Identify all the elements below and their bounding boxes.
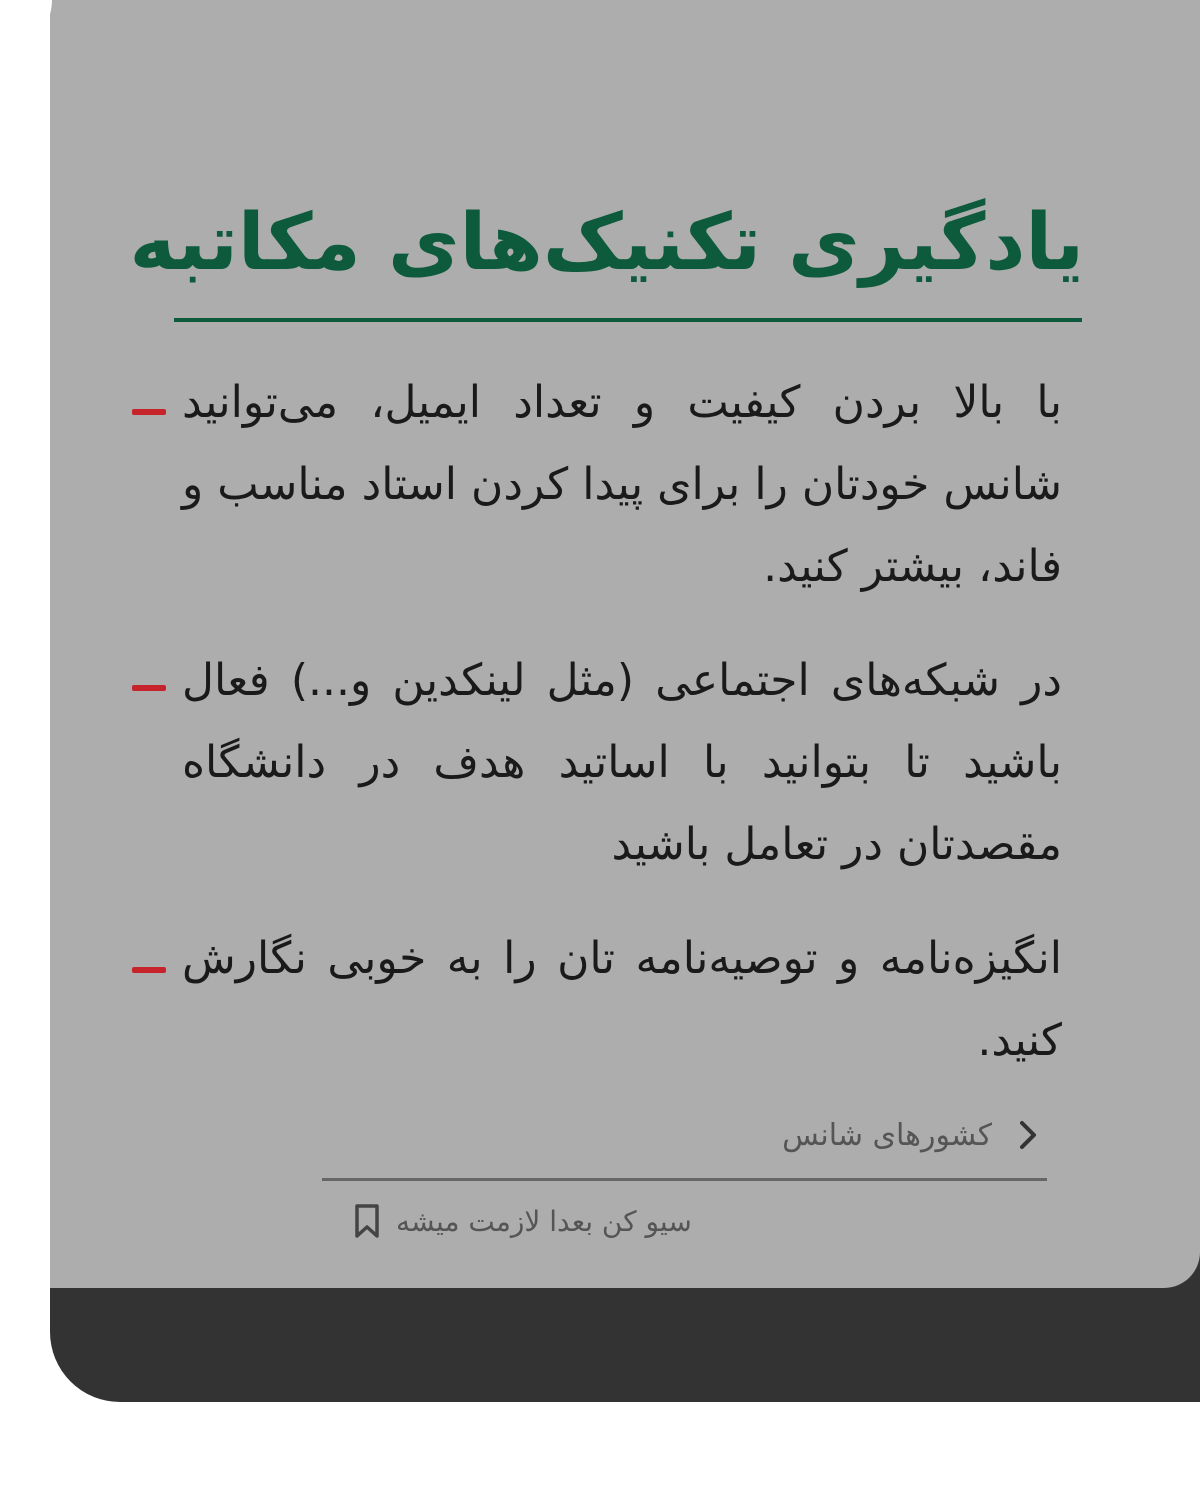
- bookmark-icon: [352, 1203, 382, 1239]
- save-hint[interactable]: [352, 1196, 692, 1246]
- bullet-text-3: انگیزه‌نامه و توصیه‌نامه تان را به خوبی نگارش کنید.: [182, 933, 1062, 1066]
- footer-divider: [322, 1178, 1047, 1181]
- bullet-text-2: در شبکه‌های اجتماعی (مثل لینکدین و...) فعال باشید تا بتوانید با اساتید هدف در دانشگاه مقصدتان در تعامل باشید: [182, 655, 1062, 870]
- bullet-dash-3: [132, 967, 166, 973]
- more-countries-link[interactable]: [782, 1110, 1048, 1160]
- save-hint-label: سیو کن بعدا لازمت میشه: [396, 1204, 692, 1238]
- bullet-dash-2: [132, 685, 166, 691]
- page-title: یادگیری تکنیک‌های مکاتبه: [129, 198, 1084, 288]
- bullet-dash-1: [132, 409, 166, 415]
- title-divider: [174, 318, 1082, 322]
- chevron-right-icon: [1008, 1115, 1048, 1155]
- left-margin: [0, 0, 50, 1500]
- bullet-text-1: با بالا بردن کیفیت و تعداد ایمیل، می‌توانید شانس خودتان را برای پیدا کردن استاد مناسب و فاند، بیشتر کنید.: [182, 377, 1062, 592]
- more-link-label: کشورهای شانس: [782, 1117, 992, 1153]
